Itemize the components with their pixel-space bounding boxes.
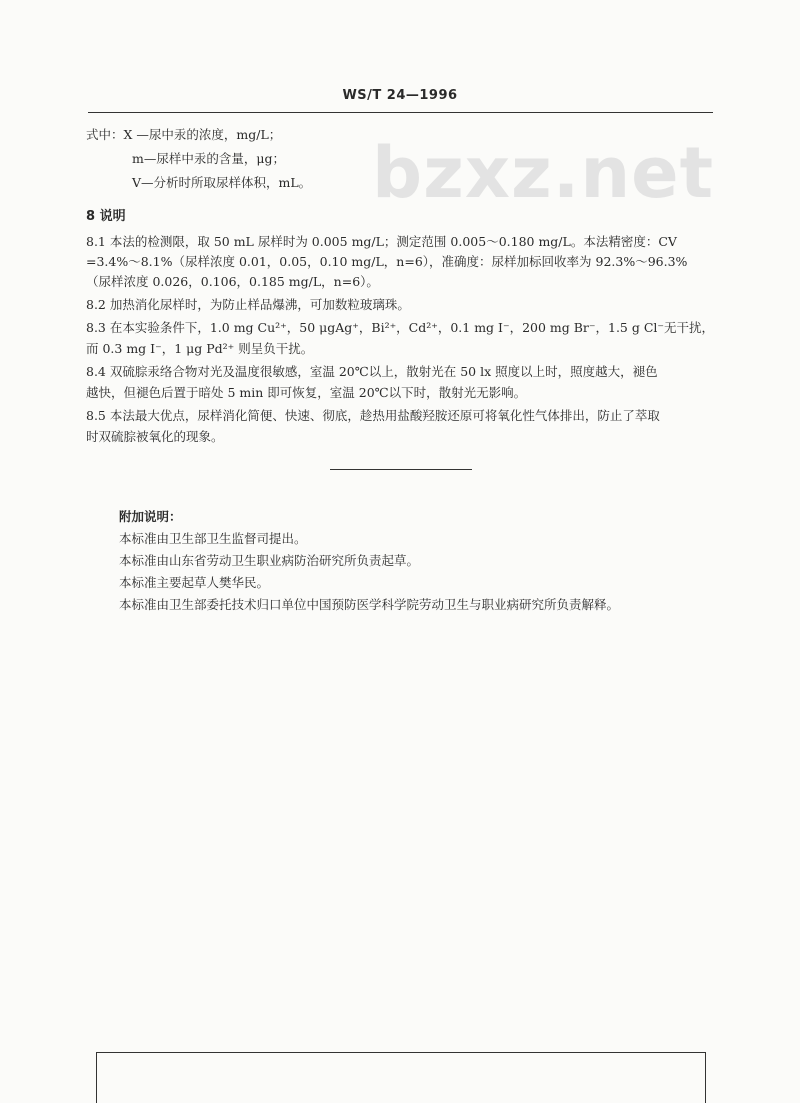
header-rule (88, 112, 713, 113)
bottom-frame (96, 1052, 706, 1103)
notes-title: 附加说明： (119, 509, 182, 524)
standard-code-header: WS/T 24—1996 (342, 88, 458, 103)
section-divider (330, 469, 472, 470)
note-line: 本标准由山东省劳动卫生职业病防治研究所负责起草。 (119, 553, 420, 568)
note-line: 本标准由卫生部卫生监督司提出。 (119, 531, 307, 546)
section-line: 8.2 加热消化尿样时，为防止样品爆沸，可加数粒玻璃珠。 (86, 297, 410, 312)
section-line: =3.4%～8.1%（尿样浓度 0.01，0.05，0.10 mg/L，n=6），准确度：尿样加标回收率为 92.3%～96.3% (86, 254, 688, 269)
note-line: 本标准由卫生部委托技术归口单位中国预防医学科学院劳动卫生与职业病研究所负责解释。 (119, 597, 620, 612)
section-line: （尿样浓度 0.026，0.106，0.185 mg/L，n=6）。 (86, 274, 379, 289)
section-line: 8.1 本法的检测限，取 50 mL 尿样时为 0.005 mg/L；测定范围 0.005～0.180 mg/L。本法精密度：CV (86, 234, 677, 249)
section-line: 8.5 本法最大优点，尿样消化简便、快速、彻底，趁热用盐酸羟胺还原可将氧化性气体排出，防止了萃取 (86, 408, 660, 423)
section-line: 越快，但褪色后置于暗处 5 min 即可恢复，室温 20℃以下时，散射光无影响。 (86, 385, 527, 400)
section-title: 8 说明 (86, 209, 126, 224)
note-line: 本标准主要起草人樊华民。 (119, 575, 270, 590)
watermark: bzxz.net (372, 132, 715, 214)
formula-def-v: V—分析时所取尿样体积，mL。 (132, 175, 312, 190)
section-line: 时双硫腙被氧化的现象。 (86, 429, 224, 444)
section-line: 8.3 在本实验条件下，1.0 mg Cu²⁺，50 μgAg⁺，Bi²⁺，Cd²⁺，0.1 mg I⁻，200 mg Br⁻，1.5 g Cl⁻无干扰， (86, 320, 714, 335)
section-line: 8.4 双硫腙汞络合物对光及温度很敏感，室温 20℃以上，散射光在 50 lx 照度以上时，照度越大，褪色 (86, 364, 658, 379)
formula-def-x: 式中：X —尿中汞的浓度，mg/L； (86, 127, 282, 142)
formula-def-m: m—尿样中汞的含量，μg； (132, 151, 285, 166)
section-line: 而 0.3 mg I⁻，1 μg Pd²⁺ 则呈负干扰。 (86, 341, 314, 356)
